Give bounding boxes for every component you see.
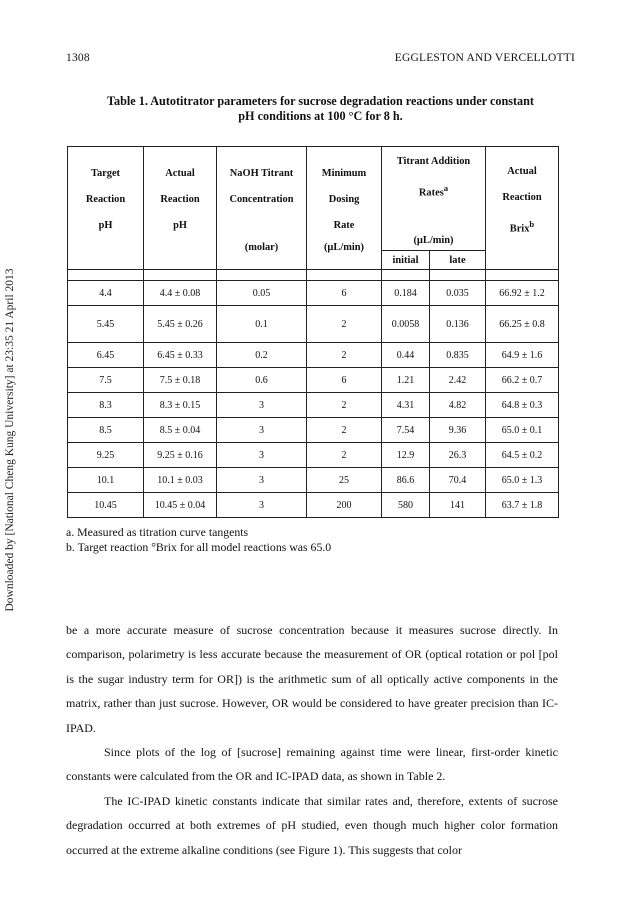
table-header-row [68,147,559,251]
table-cell: 65.0 ± 1.3 [486,468,559,493]
table-cell: 25 [307,468,382,493]
paragraph-3: The IC-IPAD kinetic constants indicate that similar rates and, therefore, extents of sucrose degradation occurred at both extremes of pH studied, even though much higher color formation occurred at the extreme alkaline conditions (see Figure 1). This suggests that color [66,793,558,857]
table-cell: 8.5 [68,418,144,443]
table-cell: 3 [217,493,307,518]
table-cell: 0.835 [430,343,486,368]
table-cell: 5.45 ± 0.26 [144,306,217,343]
table-cell: 26.3 [430,443,486,468]
table-cell: 0.184 [382,281,430,306]
download-watermark-text: Downloaded by [National Cheng Kung University] at 23:35 21 April 2013 [4,268,16,612]
col-header-naoh-concentration: NaOH Titrant Concentration (molar) [217,147,307,270]
download-watermark [0,180,20,700]
table-cell: 9.25 ± 0.16 [144,443,217,468]
table-row [68,393,559,418]
paragraph-1: be a more accurate measure of sucrose concentration because it measures sucrose directly. In comparison, polarimetry is less accurate because the measurement of OR (optical rotation or pol [pol is the sugar industry term for OR]) is the arithmetic sum of all optically active components in the matrix, rather than just sucrose. However, OR would be considered to have greater precision than IC-IPAD. [66,623,558,735]
table-row [68,418,559,443]
table-cell: 200 [307,493,382,518]
table-cell: 3 [217,468,307,493]
table-cell: 10.45 ± 0.04 [144,493,217,518]
col-header-min-dosing-rate: Minimum Dosing Rate (µL/min) [307,147,382,270]
table-cell: 64.5 ± 0.2 [486,443,559,468]
table-cell: 6 [307,281,382,306]
table-cell: 10.45 [68,493,144,518]
col-header-titrant-addition-rates: Titrant Addition Rates$^a$ (µL/min) [382,147,486,251]
running-title: EGGLESTON AND VERCELLOTTI [394,52,575,64]
table-cell: 2 [307,418,382,443]
table-cell: 6.45 ± 0.33 [144,343,217,368]
table-row [68,306,559,343]
table-cell: 0.6 [217,368,307,393]
table-cell: 0.44 [382,343,430,368]
table-cell: 64.8 ± 0.3 [486,393,559,418]
table-cell: 10.1 [68,468,144,493]
table-cell: 4.82 [430,393,486,418]
table-cell: 66.92 ± 1.2 [486,281,559,306]
table-cell: 6.45 [68,343,144,368]
table-cell: 66.25 ± 0.8 [486,306,559,343]
subheader-initial: initial [382,251,430,270]
table-cell: 70.4 [430,468,486,493]
autotitrator-table [67,146,559,518]
table-cell: 4.4 ± 0.08 [144,281,217,306]
col-header-target-ph: Target Reaction pH [68,147,144,270]
table-cell: 7.54 [382,418,430,443]
table-cell: 2 [307,343,382,368]
table-cell: 3 [217,418,307,443]
table-row [68,281,559,306]
table-cell: 4.4 [68,281,144,306]
footnote-b: b. Target reaction °Brix for all model reactions was 65.0 [66,540,332,554]
table-cell: 0.035 [430,281,486,306]
table-cell: 4.31 [382,393,430,418]
table-cell: 8.3 ± 0.15 [144,393,217,418]
table-cell: 63.7 ± 1.8 [486,493,559,518]
table-cell: 3 [217,443,307,468]
table-footnotes [66,525,331,555]
table-row [68,493,559,518]
table-cell: 3 [217,393,307,418]
table-cell: 0.2 [217,343,307,368]
col-header-actual-ph: Actual Reaction pH [144,147,217,270]
table-cell: 1.21 [382,368,430,393]
table-cell: 2 [307,306,382,343]
table-cell: 12.9 [382,443,430,468]
table-cell: 0.05 [217,281,307,306]
table-row [68,368,559,393]
table-caption-line1: Table 1. Autotitrator parameters for sucrose degradation reactions under constant [107,94,534,108]
table-cell: 5.45 [68,306,144,343]
table-cell: 0.0058 [382,306,430,343]
subheader-late: late [430,251,486,270]
col-header-actual-brix: Actual Reaction Brix$^b$ [486,147,559,270]
table-cell: 0.136 [430,306,486,343]
table-cell: 86.6 [382,468,430,493]
table-cell: 9.25 [68,443,144,468]
table-cell: 9.36 [430,418,486,443]
table-row [68,343,559,368]
table-cell: 2 [307,443,382,468]
table-cell: 580 [382,493,430,518]
table-cell: 65.0 ± 0.1 [486,418,559,443]
table-row [68,468,559,493]
table-caption [66,94,575,124]
paragraph-2: Since plots of the log of [sucrose] remaining against time were linear, first-order kinetic constants were calculated from the OR and IC-IPAD data, as shown in Table 2. [66,745,558,784]
table-cell: 2 [307,393,382,418]
table-cell: 64.9 ± 1.6 [486,343,559,368]
running-header [66,52,575,64]
table-cell: 7.5 ± 0.18 [144,368,217,393]
table-cell: 8.5 ± 0.04 [144,418,217,443]
table-cell: 141 [430,493,486,518]
table-cell: 0.1 [217,306,307,343]
table-cell: 66.2 ± 0.7 [486,368,559,393]
table-cell: 7.5 [68,368,144,393]
table-cell: 8.3 [68,393,144,418]
table-caption-line2: pH conditions at 100 °C for 8 h. [238,109,403,123]
table-spacer-row [68,270,559,281]
table-cell: 10.1 ± 0.03 [144,468,217,493]
table-cell: 6 [307,368,382,393]
page-number: 1308 [66,52,90,64]
body-text [66,618,558,862]
footnote-a: a. Measured as titration curve tangents [66,525,249,539]
table-row [68,443,559,468]
table-cell: 2.42 [430,368,486,393]
